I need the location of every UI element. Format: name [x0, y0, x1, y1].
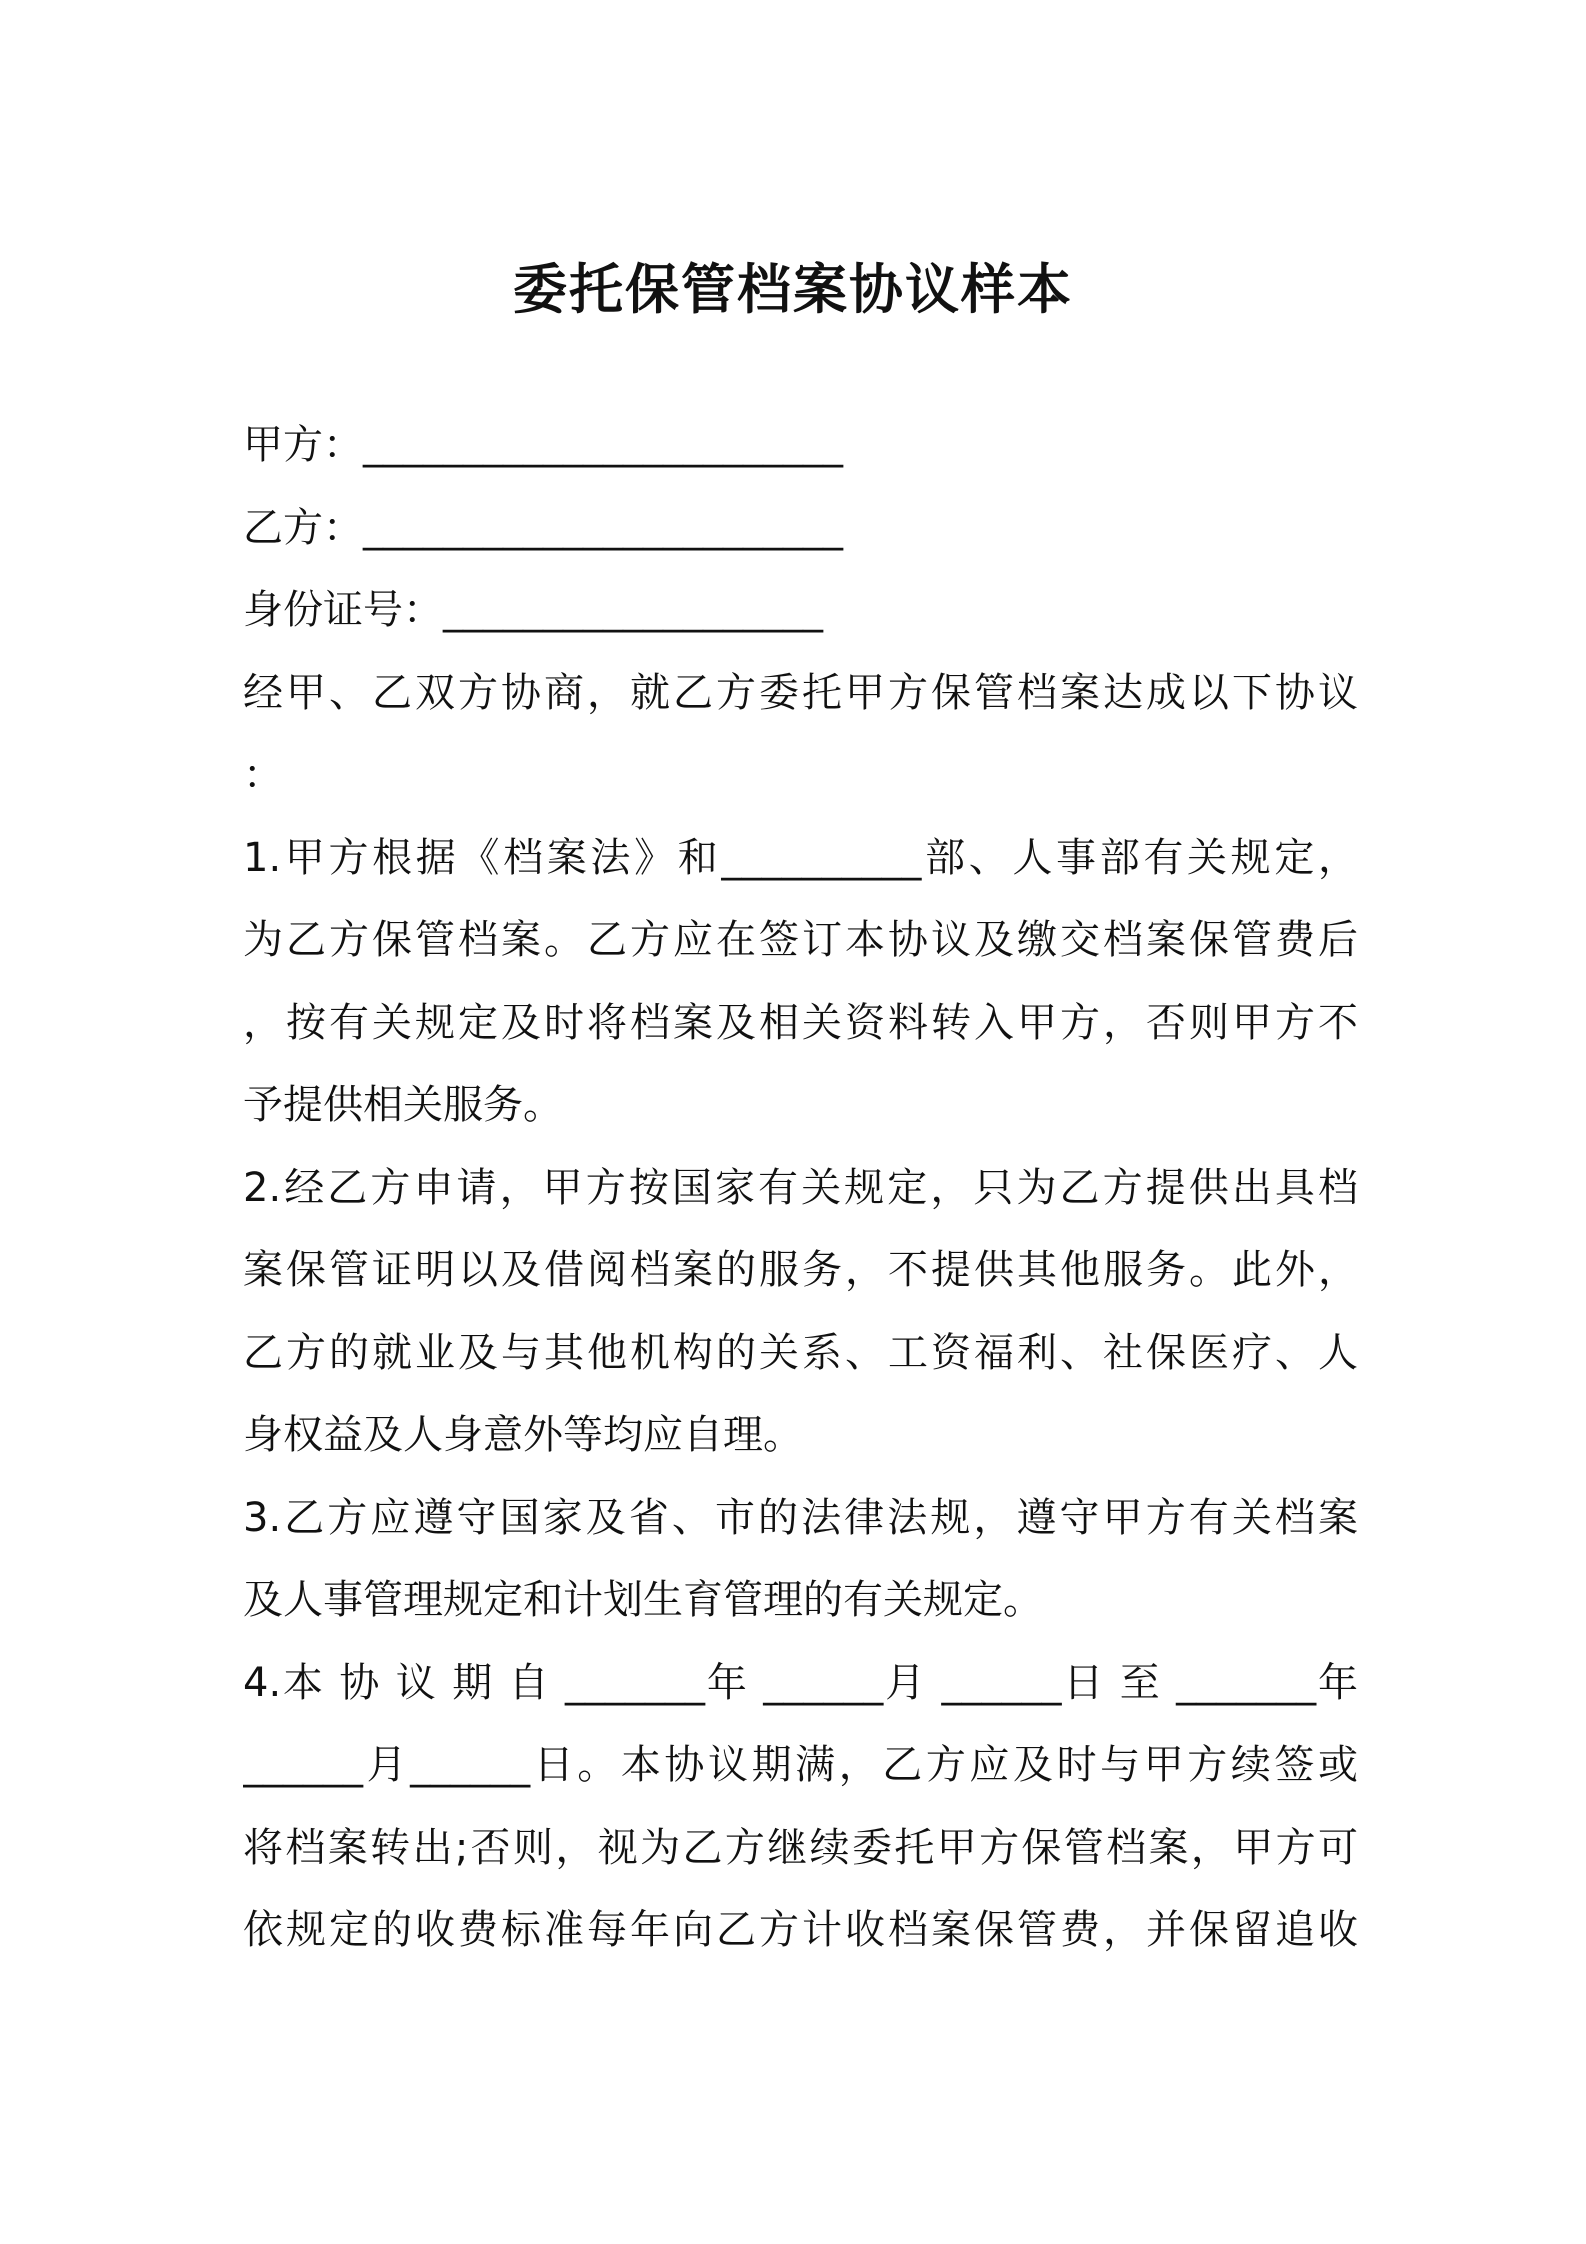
clause-1-line: 1.甲方根据《档案法》和__________部、人事部有关规定， — [243, 834, 1358, 881]
clause-2-line: 身权益及人身意外等均应自理。 — [243, 1412, 803, 1458]
party-a-line: 甲方：________________________ — [243, 422, 843, 468]
clause-2-line: 乙方的就业及与其他机构的关系、工资福利、社保医疗、人 — [243, 1329, 1358, 1376]
clause-1-line: 予提供相关服务。 — [243, 1082, 563, 1128]
clause-4-line: ______月______日。本协议期满，乙方应及时与甲方续签或 — [243, 1742, 1358, 1788]
party-b-line: 乙方：________________________ — [243, 504, 843, 551]
clause-4-line: 将档案转出;否则，视为乙方继续委托甲方保管档案，甲方可 — [243, 1824, 1358, 1871]
preamble-line: ： — [243, 752, 283, 798]
clause-3-line: 3.乙方应遵守国家及省、市的法律法规，遵守甲方有关档案 — [243, 1494, 1358, 1541]
clause-2-line: 案保管证明以及借阅档案的服务，不提供其他服务。此外， — [243, 1247, 1358, 1293]
clause-1-line: 为乙方保管档案。乙方应在签订本协议及缴交档案保管费后 — [243, 917, 1358, 963]
clause-4-line: 依规定的收费标准每年向乙方计收档案保管费，并保留追收 — [243, 1907, 1358, 1953]
clause-2-line: 2.经乙方申请，甲方按国家有关规定，只为乙方提供出具档 — [243, 1164, 1358, 1211]
document-body — [243, 404, 1358, 1972]
clause-1-line: ，按有关规定及时将档案及相关资料转入甲方，否则甲方不 — [243, 999, 1358, 1046]
clause-3-line: 及人事管理规定和计划生育管理的有关规定。 — [243, 1577, 1043, 1623]
clause-4-line: 4.本 协 议 期 自 _______年 ______月 ______日 至 _______年 — [243, 1659, 1358, 1706]
id-number-line: 身份证号：___________________ — [243, 587, 823, 633]
document-title: 委托保管档案协议样本 — [513, 258, 1073, 321]
preamble-line: 经甲、乙双方协商，就乙方委托甲方保管档案达成以下协议 — [243, 669, 1358, 716]
